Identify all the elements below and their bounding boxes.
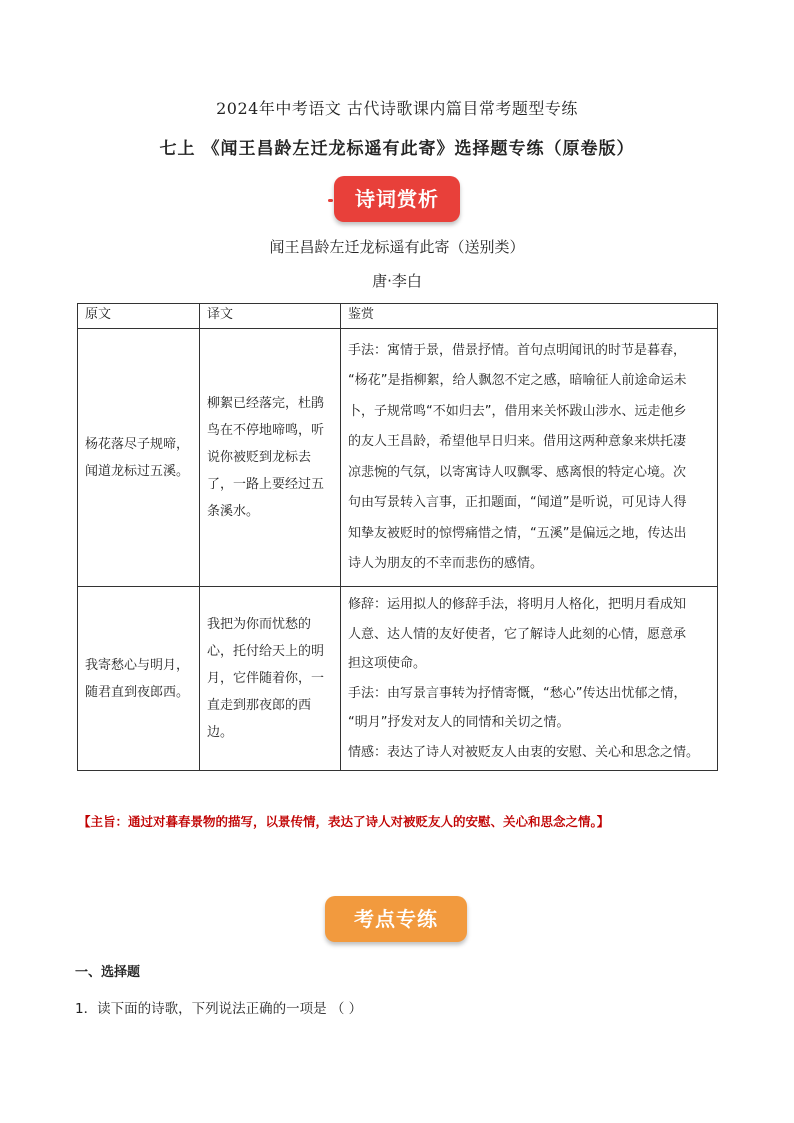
analysis-line: 凉悲惋的气氛，以寄寓诗人叹飘零、感离恨的特定心境。次 xyxy=(348,464,687,480)
table-row xyxy=(78,587,718,771)
analysis-line: “明月”抒发对友人的同情和关切之情。 xyxy=(348,715,570,730)
header-original: 原文 xyxy=(78,304,200,329)
question-1: 1．读下面的诗歌，下列说法正确的一项是 （ ） xyxy=(75,1001,363,1017)
analysis-line: 句由写景转入言事，正扣题面，“闻道”是听说，可见诗人得 xyxy=(348,495,687,510)
analysis-cell xyxy=(341,329,718,587)
original-text-cell: 杨花落尽子规啼，闻道龙标过五溪。 xyxy=(78,329,200,587)
section-title: 一、选择题 xyxy=(75,965,141,980)
analysis-line: 担这项使命。 xyxy=(348,656,427,671)
header-analysis: 鉴赏 xyxy=(341,304,718,329)
analysis-line: 手法：由写景言事转为抒情寄慨，“愁心”传达出忧郁之情， xyxy=(348,685,687,701)
analysis-line: 人意、达人情的友好使者，它了解诗人此刻的心情，愿意承 xyxy=(348,626,687,642)
analysis-line: 诗人为朋友的不幸而悲伤的感情。 xyxy=(348,556,544,571)
analysis-line: 情感：表达了诗人对被贬友人由衷的安慰、关心和思念之情。 xyxy=(348,744,700,760)
analysis-line: 修辞：运用拟人的修辞手法，将明月人格化，把明月看成知 xyxy=(348,597,687,612)
poem-title: 闻王昌龄左迁龙标遥有此寄（送别类） xyxy=(269,238,525,256)
table-row xyxy=(78,329,718,587)
header-translation: 译文 xyxy=(200,304,341,329)
analysis-cell xyxy=(341,587,718,771)
exam-practice-banner: 考点专练 xyxy=(325,896,467,942)
analysis-line: 手法：寓情于景，借景抒情。首句点明闻讯的时节是暮春， xyxy=(348,342,687,358)
poem-analysis-banner: 诗词赏析 xyxy=(334,176,460,222)
analysis-line: 卜，子规常鸣“不如归去”，借用来关怀跋山涉水、远走他乡 xyxy=(348,403,687,419)
analysis-line: 知挚友被贬时的惊愕痛惜之情，“五溪”是偏远之地，传达出 xyxy=(348,525,687,541)
translation-cell: 柳絮已经落完，杜鹃鸟在不停地啼鸣，听说你被贬到龙标去了，一路上要经过五条溪水。 xyxy=(200,329,341,587)
translation-cell: 我把为你而忧愁的心，托付给天上的明月，它伴随着你，一直走到那夜郎的西边。 xyxy=(200,587,341,771)
document-subtitle: 七上 《闻王昌龄左迁龙标遥有此寄》选择题专练（原卷版） xyxy=(159,139,635,159)
analysis-line: 的友人王昌龄，希望他早日归来。借用这两种意象来烘托凄 xyxy=(348,434,687,449)
theme-statement: 【主旨：通过对暮春景物的描写，以景传情，表达了诗人对被贬友人的安慰、关心和思念之情。】 xyxy=(78,814,610,829)
table-header-row xyxy=(78,304,718,329)
poem-analysis-table xyxy=(77,303,718,771)
banner-decoration xyxy=(328,199,333,202)
document-header: 2024年中考语文 古代诗歌课内篇目常考题型专练 xyxy=(216,99,578,118)
analysis-line: “杨花”是指柳絮，给人飘忽不定之感，暗喻征人前途命运未 xyxy=(348,373,687,388)
poem-author: 唐·李白 xyxy=(372,272,422,290)
original-text-cell: 我寄愁心与明月，随君直到夜郎西。 xyxy=(78,587,200,771)
